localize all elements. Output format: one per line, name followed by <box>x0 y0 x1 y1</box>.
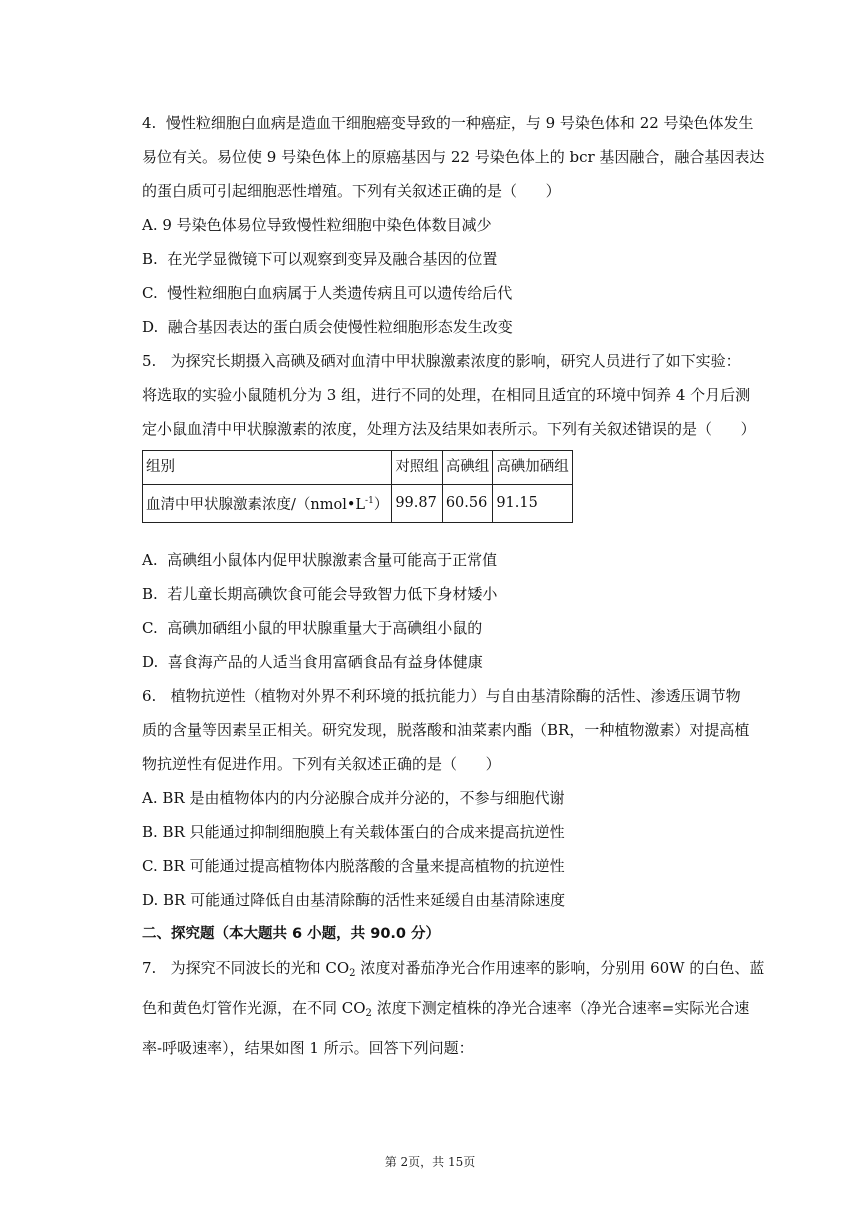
question-4-option-b: B. 在光学显微镜下可以观察到变异及融合基因的位置 <box>142 250 498 268</box>
section-2-heading: 二、探究题（本大题共 6 小题，共 90.0 分） <box>142 926 441 942</box>
table-header-high-iodine-selenium: 高碘加硒组 <box>493 451 573 485</box>
row-label-superscript: -1 <box>365 496 374 506</box>
question-4-stem-line-3: 的蛋白质可引起细胞恶性增殖。下列有关叙述正确的是（ ） <box>142 182 561 200</box>
q7-line1-part-a: 7. 为探究不同波长的光和 CO <box>142 959 350 977</box>
q7-line1-subscript: 2 <box>349 968 356 979</box>
question-5 <box>142 344 756 679</box>
question-5-table <box>142 450 573 523</box>
question-7-stem-line-2 <box>142 991 752 1031</box>
question-6-stem-line-1: 6. 植物抗逆性（植物对外界不利环境的抵抗能力）与自由基清除酶的活性、渗透压调节物 <box>142 687 741 705</box>
question-5-option-c: C. 高碘加硒组小鼠的甲状腺重量大于高碘组小鼠的 <box>142 619 483 637</box>
question-5-option-a: A. 高碘组小鼠体内促甲状腺激素含量可能高于正常值 <box>142 551 498 569</box>
q7-line1-part-b: 浓度对番茄净光合作用速率的影响，分别用 60W 的白色、蓝 <box>355 959 765 977</box>
page-footer: 第 2页，共 15页 <box>384 1155 476 1169</box>
question-5-stem-line-2: 将选取的实验小鼠随机分为 3 组，进行不同的处理，在相同且适宜的环境中饲养 4 个月后测 <box>142 386 751 404</box>
table-row <box>143 485 573 523</box>
table-header-high-iodine: 高碘组 <box>442 451 493 485</box>
question-4-option-a: A. 9 号染色体易位导致慢性粒细胞中染色体数目减少 <box>142 216 492 234</box>
row-label-text: 血清中甲状腺激素浓度/（nmol•L <box>146 497 366 513</box>
table-cell-control-value: 99.87 <box>392 485 443 523</box>
question-4-option-d: D. 融合基因表达的蛋白质会使慢性粒细胞形态发生改变 <box>142 318 513 336</box>
question-4-stem-line-1: 4. 慢性粒细胞白血病是造血干细胞癌变导致的一种癌症，与 9 号染色体和 22 号染色体发生 <box>142 114 754 132</box>
question-6-option-d: D. BR 可能通过降低自由基清除酶的活性来延缓自由基清除速度 <box>142 891 566 909</box>
table-header-row <box>143 451 573 485</box>
q7-line2-subscript: 2 <box>365 1008 372 1019</box>
table-cell-high-iodine-selenium-value: 91.15 <box>493 485 573 523</box>
question-6-option-c: C. BR 可能通过提高植物体内脱落酸的含量来提高植物的抗逆性 <box>142 857 565 875</box>
table-cell-high-iodine-value: 60.56 <box>442 485 493 523</box>
question-4-option-c: C. 慢性粒细胞白血病属于人类遗传病且可以遗传给后代 <box>142 284 513 302</box>
question-6-stem-line-2: 质的含量等因素呈正相关。研究发现，脱落酸和油菜素内酯（BR，一种植物激素）对提高植 <box>142 721 750 739</box>
question-5-table-wrapper <box>142 450 752 523</box>
row-label-close: ） <box>373 497 389 513</box>
question-4-stem-line-2: 易位有关。易位使 9 号染色体上的原癌基因与 22 号染色体上的 bcr 基因融合，融合基因表达 <box>142 148 765 166</box>
table-header-control: 对照组 <box>392 451 443 485</box>
table-row-label <box>143 485 392 523</box>
question-6-option-b: B. BR 只能通过抑制细胞膜上有关载体蛋白的合成来提高抗逆性 <box>142 823 565 841</box>
question-7-stem-line-1 <box>142 951 765 991</box>
question-5-option-b: B. 若儿童长期高碘饮食可能会导致智力低下身材矮小 <box>142 585 498 603</box>
question-7 <box>142 951 765 1065</box>
question-6 <box>142 679 752 917</box>
question-5-option-d: D. 喜食海产品的人适当食用富硒食品有益身体健康 <box>142 653 483 671</box>
question-6-stem-line-3: 物抗逆性有促进作用。下列有关叙述正确的是（ ） <box>142 755 501 773</box>
question-5-stem-line-3: 定小鼠血清中甲状腺激素的浓度，处理方法及结果如表所示。下列有关叙述错误的是（ ） <box>142 420 756 438</box>
q7-line2-part-a: 色和黄色灯管作光源，在不同 CO <box>142 999 366 1017</box>
table-header-group: 组别 <box>143 451 392 485</box>
question-7-stem-line-3: 率-呼吸速率），结果如图 1 所示。回答下列问题： <box>142 1039 474 1057</box>
page-content <box>142 106 765 1065</box>
question-4 <box>142 106 765 344</box>
question-5-stem-line-1: 5. 为探究长期摄入高碘及硒对血清中甲状腺激素浓度的影响，研究人员进行了如下实验： <box>142 352 741 370</box>
question-6-option-a: A. BR 是由植物体内的内分泌腺合成并分泌的，不参与细胞代谢 <box>142 789 565 807</box>
q7-line2-part-b: 浓度下测定植株的净光合速率（净光合速率=实际光合速 <box>371 999 750 1017</box>
